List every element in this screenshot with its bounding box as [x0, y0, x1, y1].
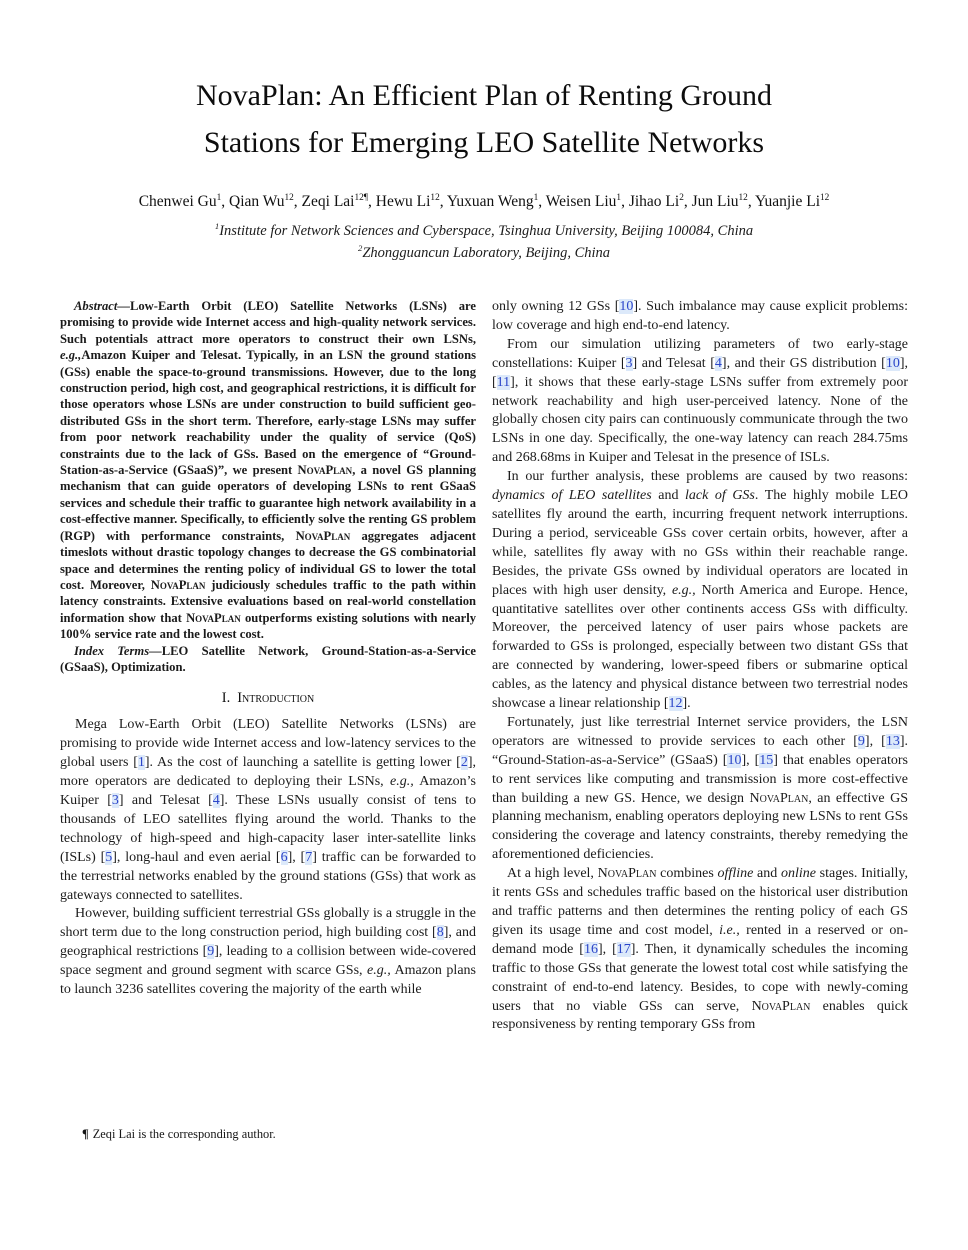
citation-link[interactable]: 17	[616, 941, 631, 957]
citation-link[interactable]: 7	[305, 849, 313, 865]
citation-link[interactable]: 10	[727, 752, 742, 768]
author-name: Hewu Li$^{12}$,	[375, 192, 447, 210]
citation-link[interactable]: 9	[207, 944, 215, 960]
citation-link[interactable]: 15	[759, 752, 774, 768]
author-name: Jun Liu$^{12}$,	[691, 192, 756, 210]
citation-link[interactable]: 8	[436, 925, 444, 941]
left-column	[60, 298, 476, 1035]
affiliation-list	[0, 220, 968, 264]
footnote-marker: ¶	[82, 1127, 89, 1141]
corresponding-author-footnote	[60, 1126, 478, 1142]
citation-link[interactable]: 4	[212, 792, 220, 808]
system-name: NovaPlan	[150, 577, 206, 592]
author-name: Weisen Liu$^1$,	[545, 192, 629, 210]
citation-link[interactable]: 10	[885, 355, 900, 371]
citation-link[interactable]: 16	[583, 941, 598, 957]
abstract-paragraph: Abstract—Low-Earth Orbit (LEO) Satellite Networks (LSNs) are promising to provide wide Internet access and high-quality network services. Such potentials attract more operators to construct their own LSNs, e.g.,Amazon Kuiper and Telesat. Typically, in an LSN the ground stations (GSs) enable the space-to-ground transmissions. However, due to the long construction period, high cost, and geographical restrictions, it is difficult for those operators whose LSNs are under construction to build sufficient geo-distributed GSs in the short term. Therefore, early-stage LSNs may suffer from poor network reachability under the quality of service (QoS) constraints due to the lack of GSs. Based on the emergence of “Ground-Station-as-a-Service (GSaaS)”, we present NovaPlan, a novel GS planning mechanism that can guide operators of developing LSNs to rent GSaaS services and schedule their traffic to guarantee high network availability in a cost-effective manner. Specifically, to efficiently solve the renting GS problem (RGP) with performance constraints, NovaPlan aggregates adjacent timeslots without drastic topology changes to decrease the GS combinatorial space and determines the renting policy of individual GS to lower the total cost. Moreover, NovaPlan judiciously schedules traffic to the path within latency constraints. Extensive evaluations based on real-world constellation information show that NovaPlan outperforms existing solutions with nearly 100% service rate and the lowest cost.	[60, 299, 477, 642]
body-paragraph: However, building sufficient terrestrial GSs globally is a struggle in the short term due to the long construction period, high building cost [8], and geographical restrictions [9], leading to a collision between wide-covered space segment and ground segment with scarce GSs, e.g., Amazon plans to launch 3236 satellites covering the majority of the earth while	[60, 906, 476, 998]
two-column-body	[60, 298, 908, 1035]
citation-link[interactable]: 3	[625, 355, 633, 371]
footnote-text: Zeqi Lai is the corresponding author.	[92, 1127, 276, 1141]
body-paragraph: only owning 12 GSs [10]. Such imbalance may cause explicit problems: low coverage and high end-to-end latency.	[492, 299, 908, 333]
system-name: NovaPlan	[295, 528, 351, 543]
citation-link[interactable]: 5	[105, 849, 113, 865]
citation-link[interactable]: 6	[280, 849, 288, 865]
paper-header	[0, 72, 968, 264]
citation-link[interactable]: 2	[460, 755, 468, 771]
author-name: Yuxuan Weng$^1$,	[446, 192, 546, 210]
citation-link[interactable]: 13	[885, 733, 900, 749]
author-list	[0, 192, 968, 212]
citation-link[interactable]: 3	[111, 792, 119, 808]
citation-link[interactable]: 9	[857, 733, 865, 749]
citation-link[interactable]: 1	[137, 755, 145, 771]
paper-title-line1: NovaPlan: An Efficient Plan of Renting Ground	[195, 79, 773, 112]
citation-link[interactable]: 4	[714, 355, 722, 371]
abstract-paragraph: Index Terms—LEO Satellite Network, Ground-Station-as-a-Service (GSaaS), Optimization.	[60, 643, 476, 674]
system-name: NovaPlan	[597, 866, 657, 882]
citation-link[interactable]: 10	[619, 299, 634, 314]
system-name: NovaPlan	[749, 790, 809, 806]
author-name: Zeqi Lai$^{12\P}$,	[301, 192, 376, 210]
body-paragraph: At a high level, NovaPlan combines offline and online stages. Initially, it rents GSs and schedules traffic based on the historical user distribution and traffic patterns and then determines the renting policy of each GS given its usage time and cost model, i.e., rented in a reserved or on-demand mode [16], [17]. Then, it dynamically schedules the incoming traffic to those GSs that generate the lowest total cost while satisfying the constraint of end-to-end latency. Besides, to cope with newly-coming users that no viable GSs can serve, NovaPlan enables quick responsiveness by renting temporary GSs from	[492, 866, 909, 1033]
system-name: NovaPlan	[751, 998, 811, 1014]
section-heading: I. Introduction	[221, 690, 315, 707]
author-name: Qian Wu$^{12}$,	[229, 192, 302, 210]
body-paragraph: Mega Low-Earth Orbit (LEO) Satellite Networks (LSNs) are promising to provide wide Internet access and low-latency services to the global users [1]. As the cost of launching a satellite is getting lower [2], more operators are dedicated to deploying their LSNs, e.g., Amazon’s Kuiper [3] and Telesat [4]. These LSNs usually consist of tens to thousands of LEO satellites flying around the world. Thanks to the technology of high-speed and high-capacity laser inter-satellite links (ISLs) [5], long-haul and even aerial [6], [7] traffic can be forwarded to the terrestrial networks enabled by the ground stations (GSs) that work as gateways connected to satellites.	[60, 717, 477, 903]
paper-title-line2: Stations for Emerging LEO Satellite Networks	[203, 126, 765, 159]
system-name: NovaPlan	[297, 463, 353, 478]
body-paragraph: Fortunately, just like terrestrial Internet service providers, the LSN operators are witnessed to provide services to each other [9], [13]. “Ground-Station-as-a-Service” (GSaaS) [10], [15] that enables operators to rent services like computing and transmission is more cost-effective than building a new GS. Hence, we design NovaPlan, an effective GS planning mechanism, enabling operators deploying new LSNs to rent GSs considering the coverage and latency constraints, thereby remedying the aforementioned deficiencies.	[492, 714, 908, 863]
affiliation: $^1$Institute for Network Sciences and Cyberspace, Tsinghua University, Beijing 100084, China	[214, 221, 754, 239]
author-name: Chenwei Gu$^1$,	[138, 192, 230, 210]
citation-link[interactable]: 11	[496, 374, 511, 390]
body-paragraph: From our simulation utilizing parameters of two early-stage constellations: Kuiper [3] and Telesat [4], and their GS distribution [10], [11], it shows that these early-stage LSNs suffer from extremely poor network reachability and high user-perceived latency. None of the globally chosen city pairs can continuously communicate through the two LSNs in one day. Specifically, the one-way latency can reach 284.75ms and 268.68ms in Kuiper and Telesat in the presence of ISLs.	[492, 336, 909, 466]
citation-link[interactable]: 12	[668, 696, 683, 712]
system-name: NovaPlan	[186, 610, 241, 625]
paper-title	[0, 72, 968, 166]
author-name: Yuanjie Li$^{12}$	[755, 192, 830, 210]
body-paragraph: In our further analysis, these problems are caused by two reasons: dynamics of LEO satellites and lack of GSs. The highly mobile LEO satellites fly around the earth, incurring frequent network interruptions. During a period, serviceable GSs cover certain orbits, however, after a while, satellites fly away with no GSs within their reachable range. Besides, the private GSs owned by individual operators are located in places with high user density, e.g., North America and Europe. Hence, quantitative satellites over other continents access GSs with difficulty. Moreover, the perceived latency of user pairs whose packets are forwarded to GSs is prolonged, especially between two distant GSs that are connected by wandering, lower-speed fibers or submarine optical cables, as the latency and physical distance between two terrestrial nodes showcase a linear relationship [12].	[492, 469, 909, 712]
affiliation: $^2$Zhongguancun Laboratory, Beijing, China	[357, 243, 611, 261]
right-column	[492, 298, 908, 1035]
author-name: Jihao Li$^2$,	[628, 192, 692, 210]
